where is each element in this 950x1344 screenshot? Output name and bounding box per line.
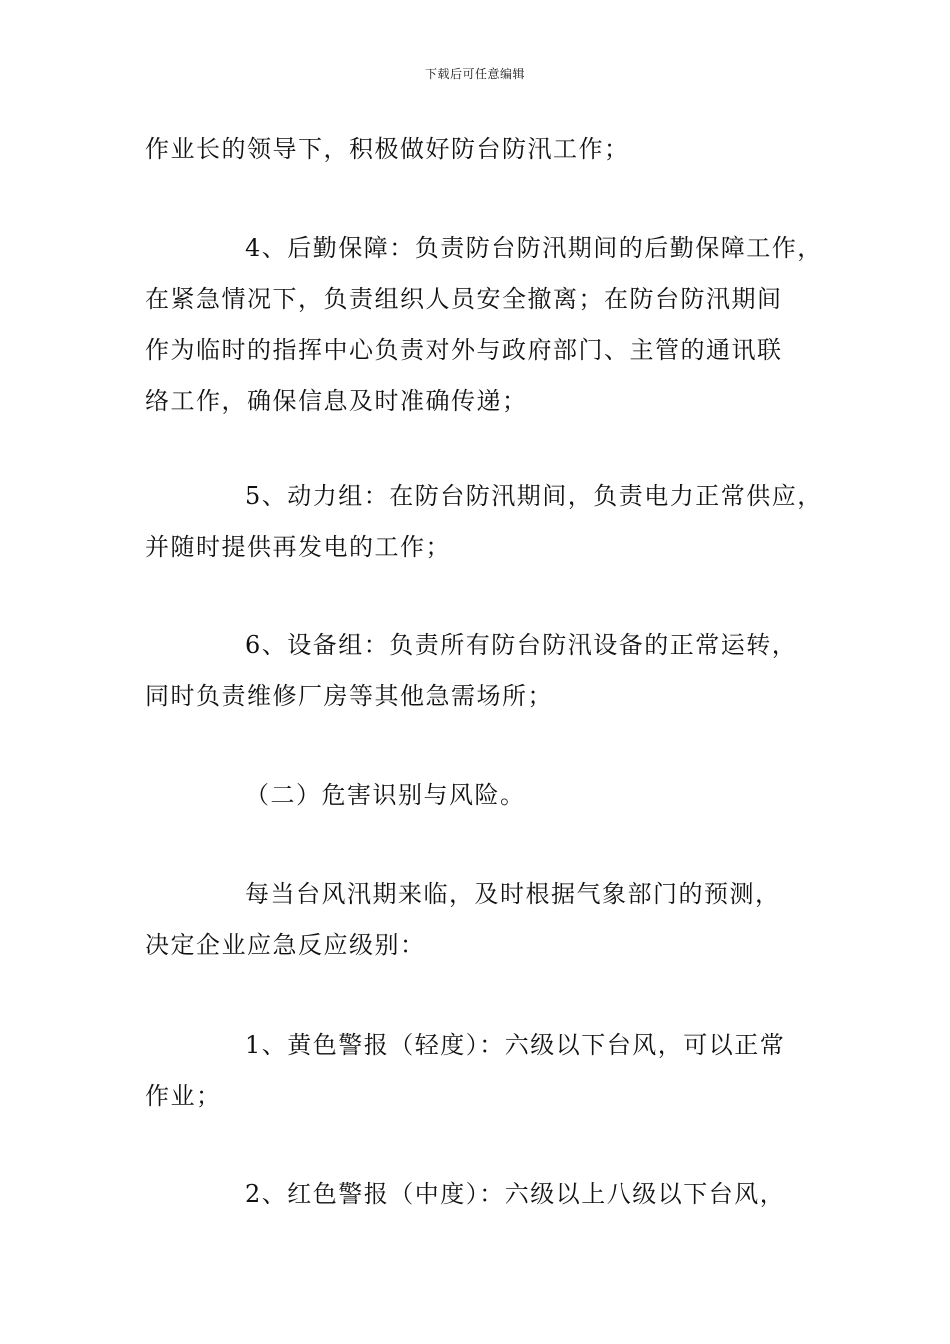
page-header: 下载后可任意编辑	[424, 67, 525, 81]
text-line: 6、设备组：负责所有防台防汛设备的正常运转，	[245, 631, 798, 659]
paragraph-red-alert	[145, 1169, 815, 1220]
text-line: 络工作，确保信息及时准确传递；	[145, 387, 528, 415]
paragraph-response-level	[145, 869, 815, 971]
text-line: 作业；	[145, 1082, 222, 1110]
text-line: 并随时提供再发电的工作；	[145, 533, 451, 561]
text-line: 1、黄色警报（轻度）：六级以下台风，可以正常	[245, 1031, 786, 1059]
text-line: 决定企业应急反应级别：	[145, 931, 426, 959]
text-line: 4、后勤保障：负责防台防汛期间的后勤保障工作，	[245, 234, 823, 262]
text-line: 在紧急情况下，负责组织人员安全撤离；在防台防汛期间	[145, 285, 783, 313]
section-heading	[145, 770, 815, 821]
paragraph-continuation	[145, 124, 815, 175]
paragraph-logistics	[145, 223, 823, 427]
paragraph-power-group	[145, 471, 823, 573]
text-line: 作为临时的指挥中心负责对外与政府部门、主管的通讯联	[145, 336, 783, 364]
text-line: 同时负责维修厂房等其他急需场所；	[145, 682, 553, 710]
text-line: （二）危害识别与风险。	[245, 781, 526, 809]
paragraph-yellow-alert	[145, 1020, 815, 1122]
text-line: 每当台风汛期来临，及时根据气象部门的预测，	[245, 880, 781, 908]
text-line: 5、动力组：在防台防汛期间，负责电力正常供应，	[245, 482, 823, 510]
paragraph-equipment-group	[145, 620, 815, 722]
text-line: 2、红色警报（中度）：六级以上八级以下台风，	[245, 1180, 786, 1208]
text-line: 作业长的领导下，积极做好防台防汛工作；	[145, 135, 630, 163]
